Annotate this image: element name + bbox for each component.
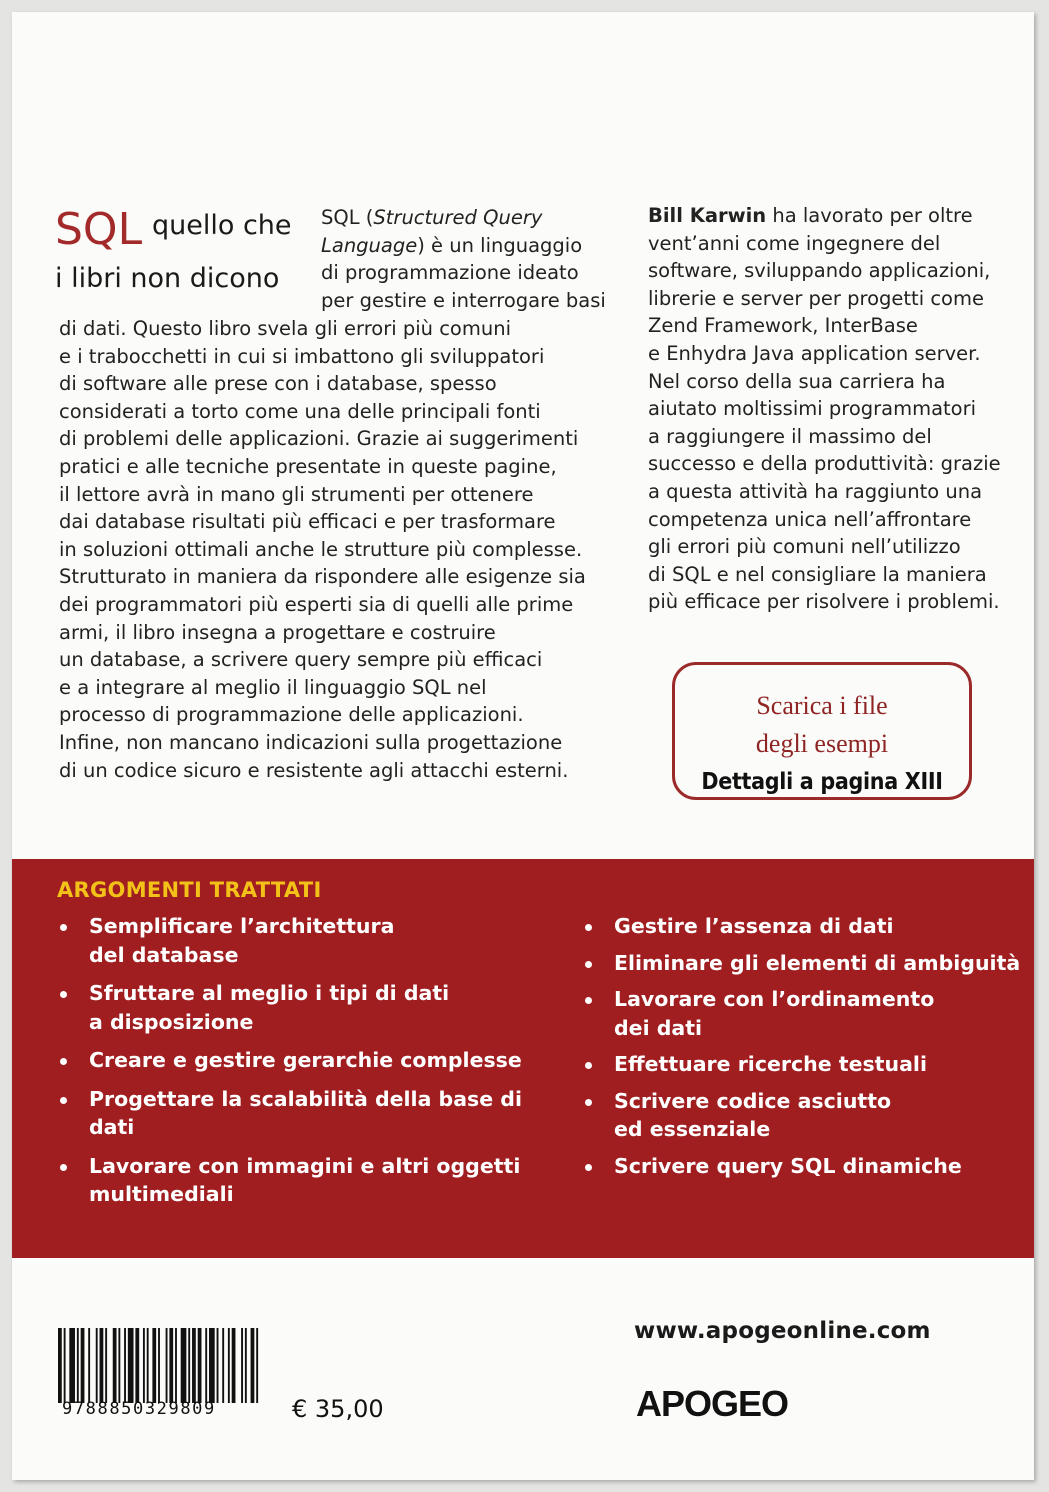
description-body bbox=[59, 315, 586, 784]
barcode-bar bbox=[192, 1328, 196, 1403]
topic-item bbox=[60, 1085, 540, 1142]
title-line-2: i libri non dicono bbox=[55, 263, 280, 294]
barcode-bar bbox=[209, 1328, 215, 1403]
bullet-icon bbox=[60, 924, 67, 931]
barcode-bar bbox=[217, 1328, 219, 1403]
description-line: SQL (Structured Query bbox=[321, 206, 543, 229]
barcode-bar bbox=[188, 1328, 190, 1403]
topic-text: Lavorare con l’ordinamento bbox=[614, 987, 935, 1011]
barcode-bar bbox=[96, 1328, 98, 1403]
bullet-icon bbox=[585, 1164, 592, 1171]
topics-heading: ARGOMENTI TRATTATI bbox=[57, 878, 322, 902]
topic-text: Creare e gestire gerarchie complesse bbox=[89, 1048, 522, 1072]
topic-text: Gestire l’assenza di dati bbox=[614, 914, 894, 938]
topic-text: Lavorare con immagini e altri oggetti bbox=[89, 1153, 521, 1178]
barcode-bar bbox=[124, 1328, 126, 1403]
bullet-icon bbox=[60, 991, 67, 998]
topic-item bbox=[585, 1152, 1025, 1181]
barcode-bar bbox=[158, 1328, 160, 1403]
description-line: processo di programmazione delle applicazioni. bbox=[59, 703, 524, 727]
author-bio-line: librerie e server per progetti come bbox=[648, 286, 984, 310]
description-line: di programmazione ideato bbox=[321, 261, 579, 285]
author-bio-line: competenza unica nell’affrontare bbox=[648, 507, 972, 531]
description-line: pratici e alle tecniche presentate in queste pagine, bbox=[59, 454, 557, 478]
topics-band bbox=[12, 859, 1034, 1258]
description-line: in soluzioni ottimali anche le strutture più complesse. bbox=[59, 537, 583, 561]
author-name: Bill Karwin bbox=[648, 204, 767, 227]
description-line: dai database risultati più efficaci e per trasformare bbox=[59, 510, 556, 534]
topic-item bbox=[60, 1046, 540, 1075]
topic-item bbox=[585, 985, 1025, 1042]
barcode-bar bbox=[100, 1328, 104, 1403]
barcode-bar bbox=[169, 1328, 173, 1403]
barcode-bar bbox=[69, 1328, 75, 1403]
topic-item bbox=[585, 1050, 1025, 1079]
title-sql: SQL bbox=[55, 204, 143, 255]
bullet-icon bbox=[585, 1062, 592, 1069]
topic-text: del database bbox=[89, 942, 239, 967]
publisher-logo-text: APOGEO bbox=[636, 1383, 789, 1424]
bullet-icon bbox=[60, 1164, 67, 1171]
author-bio-line: Zend Framework, InterBase bbox=[648, 314, 918, 338]
topic-text: dei dati bbox=[614, 1015, 703, 1040]
barcode-bar bbox=[105, 1328, 107, 1403]
topic-item bbox=[585, 1087, 1025, 1144]
barcode-bar bbox=[251, 1328, 255, 1403]
publisher-logo bbox=[636, 1384, 788, 1424]
download-examples-box bbox=[672, 662, 972, 800]
bullet-icon bbox=[585, 924, 592, 931]
topic-text: Effettuare ricerche testuali bbox=[614, 1052, 927, 1076]
barcode-bar bbox=[256, 1328, 258, 1403]
barcode-bar bbox=[143, 1328, 145, 1403]
barcode-bar bbox=[245, 1328, 247, 1403]
description-line: il lettore avrà in mano gli strumenti per ottenere bbox=[59, 482, 534, 506]
description-line: di un codice sicuro e resistente agli attacchi esterni. bbox=[59, 758, 569, 782]
barcode-bar bbox=[241, 1328, 243, 1403]
description-line: e a integrare al meglio il linguaggio SQL nel bbox=[59, 675, 487, 699]
topic-text: ed essenziale bbox=[614, 1117, 771, 1141]
description-line: un database, a scrivere query sempre più efficaci bbox=[59, 648, 543, 672]
barcode-bar bbox=[232, 1328, 236, 1403]
author-bio-line: di SQL e nel consigliare la maniera bbox=[648, 562, 987, 586]
description-line: di software alle prese con i database, spesso bbox=[59, 372, 497, 396]
topic-item bbox=[60, 1152, 540, 1209]
author-bio-line: software, sviluppando applicazioni, bbox=[648, 259, 991, 283]
barcode-bar bbox=[128, 1328, 134, 1403]
barcode-bar bbox=[77, 1328, 79, 1403]
topic-item bbox=[585, 949, 1025, 978]
topic-text: a disposizione bbox=[89, 1009, 254, 1034]
description-line: di dati. Questo libro svela gli errori più comuni bbox=[59, 317, 511, 340]
barcode-bar bbox=[205, 1328, 207, 1403]
barcode-bar bbox=[135, 1328, 139, 1403]
topic-text: Progettare la scalabilità della base di dati bbox=[89, 1086, 523, 1139]
download-details: Dettagli a pagina XIII bbox=[701, 769, 943, 795]
description-intro bbox=[321, 204, 606, 314]
author-bio-line: a questa attività ha raggiunto una bbox=[648, 479, 983, 503]
barcode bbox=[58, 1328, 260, 1403]
price: € 35,00 bbox=[292, 1395, 384, 1423]
author-bio-line: Nel corso della sua carriera ha bbox=[648, 369, 946, 393]
barcode-bar bbox=[175, 1328, 177, 1403]
description-line: di problemi delle applicazioni. Grazie ai suggerimenti bbox=[59, 427, 579, 451]
author-bio-line: aiutato moltissimi programmatori bbox=[648, 397, 977, 421]
bullet-icon bbox=[60, 1058, 67, 1065]
author-bio-line: e Enhydra Java application server. bbox=[648, 341, 981, 365]
description-line: armi, il libro insegna a progettare e costruire bbox=[59, 620, 496, 644]
topic-text: Scrivere codice asciutto bbox=[614, 1088, 892, 1113]
barcode-bar bbox=[88, 1328, 90, 1403]
publisher-website: www.apogeonline.com bbox=[634, 1318, 931, 1344]
isbn-number: 9788850329809 bbox=[62, 1399, 216, 1419]
author-bio-line: a raggiungere il massimo del bbox=[648, 424, 932, 448]
topic-item bbox=[585, 912, 1025, 941]
barcode-bar bbox=[228, 1328, 230, 1403]
author-bio-line: vent’anni come ingegnere del bbox=[648, 231, 941, 255]
author-bio bbox=[648, 202, 1001, 616]
topic-item bbox=[60, 979, 540, 1036]
book-back-cover bbox=[12, 12, 1034, 1480]
author-bio-line: Bill Karwin ha lavorato per oltre bbox=[648, 204, 973, 227]
barcode-bar bbox=[222, 1328, 224, 1403]
author-bio-line: successo e della produttività: grazie bbox=[648, 452, 1001, 476]
description-line: considerati a torto come una delle principali fonti bbox=[59, 399, 541, 423]
description-line: Language) è un linguaggio bbox=[321, 233, 583, 257]
barcode-bar bbox=[113, 1328, 117, 1403]
bullet-icon bbox=[585, 961, 592, 968]
barcode-bar bbox=[166, 1328, 168, 1403]
barcode-bar bbox=[81, 1328, 85, 1403]
barcode-bar bbox=[198, 1328, 202, 1403]
title-line-1: quello che bbox=[152, 210, 292, 241]
author-bio-line: più efficace per risolvere i problemi. bbox=[648, 590, 1000, 614]
description-line: Strutturato in maniera da rispondere alle esigenze sia bbox=[59, 565, 586, 589]
author-bio-line: gli errori più comuni nell’utilizzo bbox=[648, 535, 961, 559]
bullet-icon bbox=[585, 997, 592, 1004]
topic-text: multimediali bbox=[89, 1182, 234, 1206]
topic-text: Sfruttare al meglio i tipi di dati bbox=[89, 981, 450, 1005]
topic-text: Scrivere query SQL dinamiche bbox=[614, 1153, 962, 1178]
download-line-2: degli esempi bbox=[755, 729, 889, 758]
barcode-bar bbox=[64, 1328, 66, 1403]
barcode-bar bbox=[58, 1328, 62, 1403]
description-line: per gestire e interrogare basi bbox=[321, 288, 606, 312]
barcode-bar bbox=[147, 1328, 149, 1403]
bullet-icon bbox=[60, 1097, 67, 1104]
description-line: e i trabocchetti in cui si imbattono gli sviluppatori bbox=[59, 344, 545, 368]
barcode-bar bbox=[118, 1328, 120, 1403]
barcode-bar bbox=[181, 1328, 187, 1403]
topic-text: Eliminare gli elementi di ambiguità bbox=[614, 950, 1021, 975]
topic-item bbox=[60, 912, 540, 969]
topic-text: Semplificare l’architettura bbox=[89, 914, 395, 938]
bullet-icon bbox=[585, 1099, 592, 1106]
description-line: dei programmatori più esperti sia di quelli alle prime bbox=[59, 592, 574, 616]
barcode-bar bbox=[152, 1328, 156, 1403]
description-line: Infine, non mancano indicazioni sulla progettazione bbox=[59, 730, 563, 754]
topics-list-left bbox=[60, 912, 540, 1219]
download-line-1: Scarica i file bbox=[756, 691, 888, 720]
topics-list-right bbox=[585, 912, 1025, 1188]
